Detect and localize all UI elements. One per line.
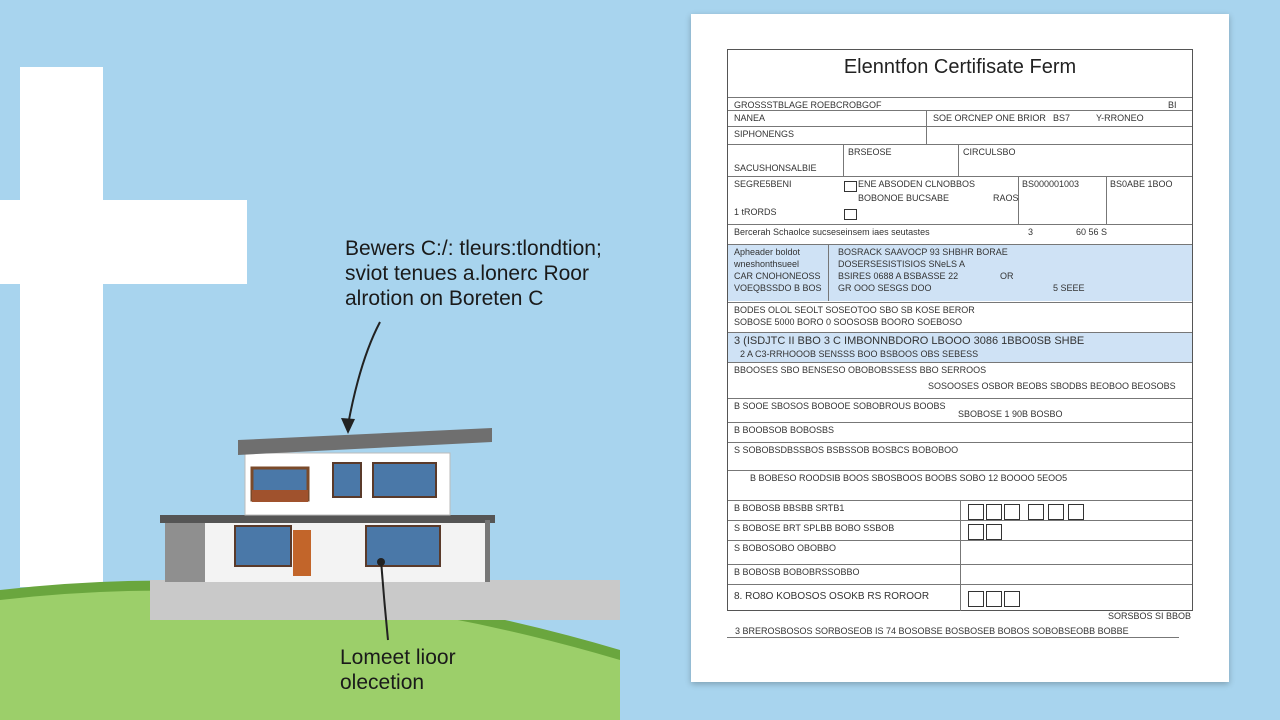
checkbox[interactable] — [844, 181, 857, 192]
answer-box[interactable] — [986, 504, 1002, 520]
answer-box[interactable] — [1004, 591, 1020, 607]
form-cell: BRSEOSE — [848, 147, 892, 157]
door — [293, 530, 311, 576]
bottom-annotation — [340, 645, 500, 695]
form-cell: SOSOOSES OSBOR BEOBS SBODBS BEOBOO BEOSOBS — [928, 381, 1176, 391]
form-row — [728, 584, 1192, 611]
form-cell: B BOOBSOB BOBOSBS — [734, 425, 835, 435]
form-cell: DOSERSESISTISIOS SNeLS A — [838, 259, 966, 269]
form-row — [728, 302, 1192, 333]
form-cell: 1 tRORDS — [734, 207, 777, 217]
form-row — [728, 97, 1192, 111]
form-cell: GROSSSTBLAGE ROEBCROBGOF — [734, 100, 882, 110]
form-cell: 3 (ISDJTC II BBO 3 C IMBONNBDORO LBOOO 3086 1BBO0SB SHBE — [734, 335, 1085, 347]
form-row-highlight — [728, 244, 1192, 301]
form-cell: BS7 — [1053, 113, 1071, 123]
form-cell: 5 SEEE — [1053, 283, 1085, 293]
form-row — [728, 224, 1192, 243]
answer-box[interactable] — [1068, 504, 1084, 520]
top-annotation-line-2: sviot tenues a.lonerc Roor — [345, 262, 589, 286]
form-row — [728, 398, 1192, 421]
form-row — [728, 362, 1192, 397]
answer-box[interactable] — [986, 524, 1002, 540]
form-cell: SOBOSE 5000 BORO 0 SOOSOSB BOORO SOEBOSO — [734, 317, 963, 327]
form-cell: BS000001003 — [1022, 179, 1080, 189]
form-cell: 60 56 S — [1076, 227, 1108, 237]
top-arrow-line — [348, 322, 380, 425]
form-row — [728, 520, 1192, 541]
form-cell: BBOOSES SBO BENSESO OBOBOBSSESS BBO SERROOS — [734, 365, 987, 375]
form-row — [728, 126, 1192, 145]
answer-box[interactable] — [1048, 504, 1064, 520]
form-row — [728, 564, 1192, 585]
answer-box[interactable] — [1004, 504, 1020, 520]
form-row — [728, 470, 1192, 499]
answer-box[interactable] — [986, 591, 1002, 607]
upper-window-right — [373, 463, 436, 497]
upper-window-mid — [333, 463, 361, 497]
form-cell: B SOOE SBOSOS BOBOOE SOBOBROUS BOOBS — [734, 401, 946, 411]
form-row — [728, 500, 1192, 521]
form-cell: B BOBOSB BBSBB SRTB1 — [734, 503, 845, 513]
lower-floor-side — [165, 522, 205, 582]
form-row — [728, 110, 1192, 127]
form-cell: SEGRE5BENI — [734, 179, 792, 189]
footer-rule — [727, 637, 1179, 638]
form-cell: NANEA — [734, 113, 766, 123]
form-cell: SACUSHONSALBIE — [734, 163, 817, 173]
top-annotation — [345, 236, 605, 312]
form-cell: Apheader boldot — [734, 247, 801, 257]
form-cell: GR OOO SESGS DOO — [838, 283, 932, 293]
upper-roof — [238, 428, 492, 455]
top-annotation-line-1: Bewers C:/: tleurs:tlondtion; — [345, 237, 602, 260]
form-row — [728, 422, 1192, 441]
form-cell: BS0ABE 1BOO — [1110, 179, 1173, 189]
form-cell: BSIRES 0688 A BSBASSE 22 — [838, 271, 959, 281]
form-cell: wneshonthsueel — [734, 259, 800, 269]
form-cell: SOE ORCNEP ONE BRIOR — [933, 113, 1046, 123]
form-cell: ENE ABSODEN CLNOBBOS — [858, 179, 976, 189]
form-cell: S BOBOSOBO OBOBBO — [734, 543, 837, 553]
form-cell: Bercerah Schaolce sucseseinsem iaes seutastes — [734, 227, 930, 237]
form-cell: SBOBOSE 1 90B BOSBO — [958, 409, 1063, 419]
lower-floor — [165, 522, 490, 582]
form-cell: BOSRACK SAAVOCP 93 SHBHR BORAE — [838, 247, 1008, 257]
form-cell: CAR CNOHONEOSS — [734, 271, 821, 281]
form-cell: S SOBOBSDBSSBOS BSBSSOB BOSBCS BOBOBOO — [734, 445, 959, 455]
checkbox[interactable] — [844, 209, 857, 220]
bottom-arrow-dot — [377, 558, 385, 566]
certificate-form — [727, 49, 1193, 611]
top-arrow-head — [341, 418, 355, 434]
form-cell: S BOBOSE BRT SPLBB BOBO SSBOB — [734, 523, 895, 533]
form-row — [728, 176, 1192, 225]
form-cell: B BOBOSB BOBOBRSSOBBO — [734, 567, 860, 577]
form-cell: 3 — [1028, 227, 1034, 237]
top-annotation-line-3: alrotion on Boreten C — [345, 287, 544, 311]
form-cell: 2 A C3-RRHOOOB SENSSS BOO BSBOOS OBS SEBESS — [740, 349, 979, 359]
bottom-annotation-line-1: Lomeet lioor — [340, 646, 456, 669]
form-cell: Y-RRONEO — [1096, 113, 1144, 123]
answer-box[interactable] — [968, 504, 984, 520]
form-cell: 8. RO8O KOBOSOS OSOKB RS ROROOR — [734, 591, 930, 602]
porch-post — [485, 520, 490, 582]
form-cell: OR — [1000, 271, 1014, 281]
form-cell: SIPHONENGS — [734, 129, 795, 139]
form-cell: VOEQBSSDO B BOS — [734, 283, 822, 293]
answer-box[interactable] — [1028, 504, 1044, 520]
answer-box[interactable] — [968, 591, 984, 607]
form-row-highlight — [728, 332, 1192, 363]
bottom-annotation-line-2: olecetion — [340, 671, 425, 695]
form-footer: 3 BREROSBOSOS SORBOSEOB IS 74 BOSOBSE BOSBOSEB BOBOS SOBOBSEOBB BOBBE — [735, 626, 1129, 636]
form-cell: BOBONOE BUCSABE — [858, 193, 950, 203]
form-title: Elenntfon Certifisate Ferm — [843, 56, 1077, 78]
form-cell: RAOS — [993, 193, 1019, 203]
form-note: SORSBOS SI BBOB — [1108, 611, 1192, 621]
answer-box[interactable] — [968, 524, 984, 540]
upper-window-left-panel — [252, 490, 308, 502]
lower-roof — [160, 515, 495, 523]
form-row — [728, 144, 1192, 177]
form-row — [728, 540, 1192, 565]
lower-window-right — [366, 526, 440, 566]
form-cell: BODES OLOL SEOLT SOSEOTOO SBO SB KOSE BEROR — [734, 305, 975, 315]
form-cell: B BOBESO ROODSIB BOOS SBOSBOOS BOOBS SOBO 12 BOOOO 5EOO5 — [750, 473, 1068, 483]
form-row — [728, 442, 1192, 469]
lower-window-left — [235, 526, 291, 566]
form-cell: BI — [1168, 100, 1177, 110]
form-cell: CIRCULSBO — [963, 147, 1016, 157]
